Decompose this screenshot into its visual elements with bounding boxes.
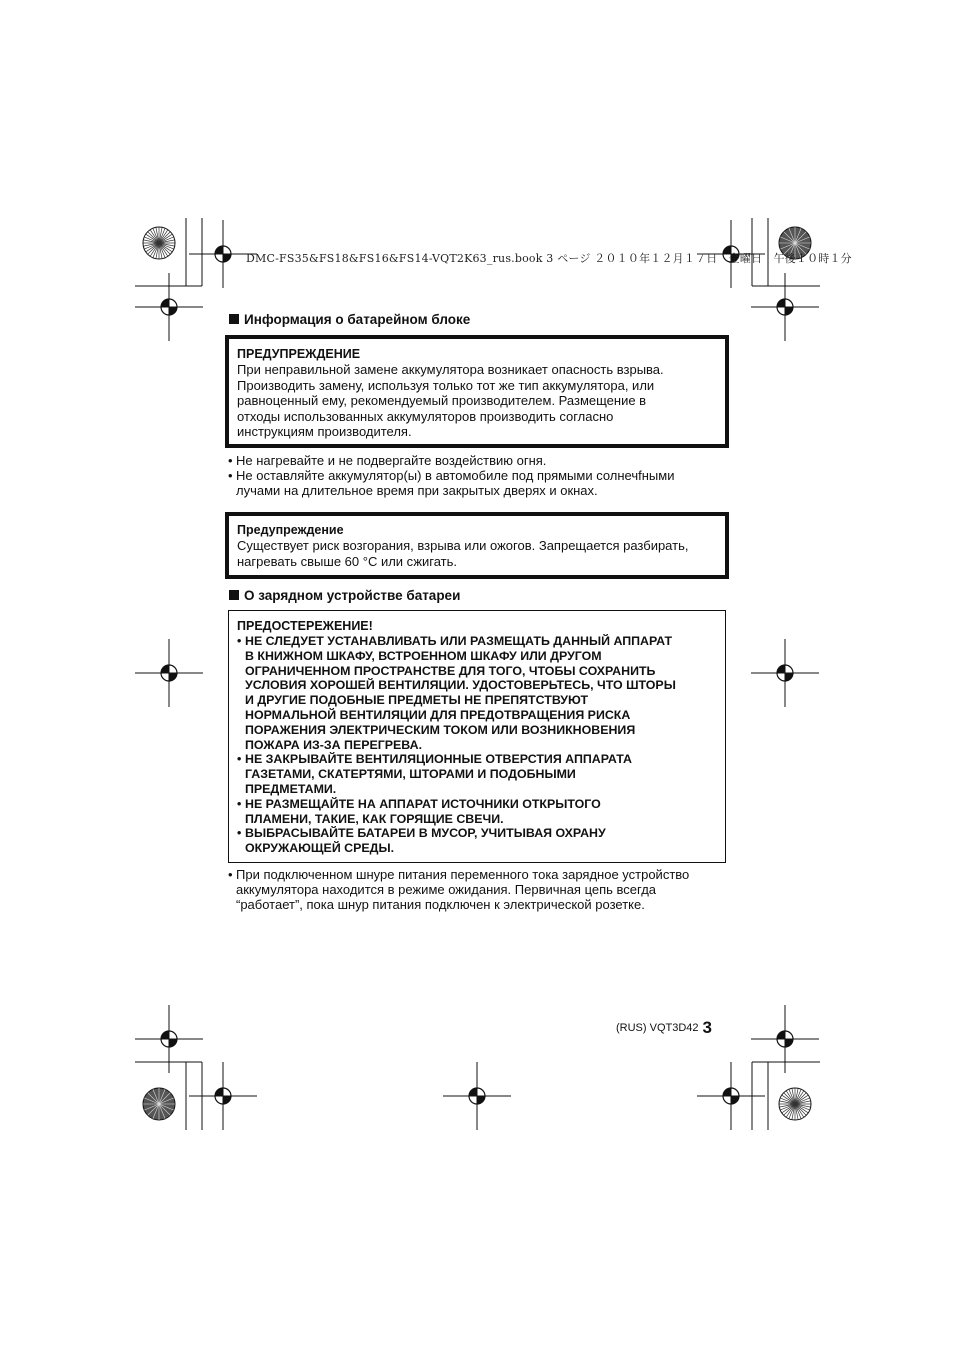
text-line: • Не нагревайте и не подвергайте воздействию огня. [236, 453, 547, 468]
battery-warning-box [225, 335, 729, 448]
text-line: Существует риск возгорания, взрыва или ожогов. Запрещается разбирать, [237, 538, 689, 553]
text-line: нагревать свыше 60 °C или сжигать. [237, 553, 458, 569]
charger-notes-list [228, 867, 728, 913]
text-line: Производить замену, используя только тот же тип аккумулятора, или [237, 377, 655, 393]
list-item [237, 826, 717, 856]
square-bullet-icon [229, 314, 239, 324]
text-line: ГАЗЕТАМИ, СКАТЕРТЯМИ, ШТОРАМИ И ПОДОБНЫМИ [245, 767, 576, 782]
text-line: инструкциям производителя. [237, 424, 412, 440]
text-line: равноценный ему, рекомендуемый производителем. Размещение в [237, 393, 647, 409]
text-line: НОРМАЛЬНОЙ ВЕНТИЛЯЦИИ ДЛЯ ПРЕДОТВРАЩЕНИЯ РИСКА [245, 707, 631, 722]
battery-caution-box [225, 512, 729, 579]
page-footer [616, 1018, 712, 1038]
text-line: • НЕ РАЗМЕЩАЙТЕ НА АППАРАТ ИСТОЧНИКИ ОТКРЫТОГО [245, 796, 601, 811]
charger-info-heading [229, 588, 460, 603]
battery-warning-text [237, 362, 716, 440]
text-line: В КНИЖНОМ ШКАФУ, ВСТРОЕННОМ ШКАФУ ИЛИ ДРУГОМ [245, 648, 602, 663]
book-file-info: DMC-FS35&FS18&FS16&FS14-VQT2K63_rus.book 3 ページ ２０１０年１２月１７日 金曜日 午後１０時１分 [246, 252, 852, 265]
text-line: ПЛАМЕНИ, ТАКИЕ, КАК ГОРЯЩИЕ СВЕЧИ. [245, 811, 504, 826]
text-line: отходы использованных аккумуляторов производить согласно [237, 408, 614, 424]
charger-info-heading-text: О зарядном устройстве батареи [244, 588, 461, 603]
text-line: аккумулятора находится в режиме ожидания. Первичная цепь всегда [236, 882, 657, 898]
list-item [228, 867, 728, 913]
text-line: ОГРАНИЧЕННОМ ПРОСТРАНСТВЕ ДЛЯ ТОГО, ЧТОБЫ СОХРАНИТЬ [245, 663, 656, 678]
text-line: • Не оставляйте аккумулятор(ы) в автомобиле под прямыми солнечfными [236, 468, 675, 484]
battery-notes-list [228, 453, 728, 499]
battery-info-heading [229, 312, 470, 327]
battery-info-heading-text: Информация о батарейном блоке [244, 312, 471, 327]
text-line: • НЕ ЗАКРЫВАЙТЕ ВЕНТИЛЯЦИОННЫЕ ОТВЕРСТИЯ АППАРАТА [245, 752, 632, 767]
text-line: И ДРУГИЕ ПОДОБНЫЕ ПРЕДМЕТЫ НЕ ПРЕПЯТСТВУЮТ [245, 693, 589, 708]
battery-caution-text [237, 538, 716, 569]
list-item [237, 752, 717, 796]
text-line: • При подключенном шнуре питания переменного тока зарядное устройство [236, 867, 690, 882]
text-line: ПОРАЖЕНИЯ ЭЛЕКТРИЧЕСКИМ ТОКОМ ИЛИ ВОЗНИКНОВЕНИЯ [245, 722, 636, 737]
text-line: • ВЫБРАСЫВАЙТЕ БАТАРЕИ В МУСОР, УЧИТЫВАЯ ОХРАНУ [245, 826, 606, 841]
text-line: При неправильной замене аккумулятора возникает опасность взрыва. [237, 362, 664, 377]
list-item [228, 468, 728, 498]
charger-caution-box [228, 610, 726, 863]
text-line: ПРЕДМЕТАМИ. [245, 781, 337, 796]
text-line: • НЕ СЛЕДУЕТ УСТАНАВЛИВАТЬ ИЛИ РАЗМЕЩАТЬ ДАННЫЙ АППАРАТ [245, 634, 673, 648]
battery-caution-title: Предупреждение [237, 523, 344, 537]
text-line: ПОЖАРА ИЗ-ЗА ПЕРЕГРЕВА. [245, 737, 423, 752]
document-code: (RUS) VQT3D42 [616, 1022, 699, 1034]
list-item [237, 634, 717, 752]
list-item [237, 797, 717, 827]
charger-caution-title: ПРЕДОСТЕРЕЖЕНИЕ! [237, 619, 373, 633]
text-line: лучами на длительное время при закрытых дверях и окнах. [236, 483, 598, 499]
battery-warning-title: ПРЕДУПРЕЖДЕНИЕ [237, 347, 361, 361]
list-item [228, 453, 728, 468]
page-number: 3 [702, 1018, 712, 1037]
text-line: УСЛОВИЯ ХОРОШЕЙ ВЕНТИЛЯЦИИ. УДОСТОВЕРЬТЕСЬ, ЧТО ШТОРЫ [245, 678, 676, 693]
text-line: ОКРУЖАЮЩЕЙ СРЕДЫ. [245, 841, 395, 856]
charger-caution-list [237, 634, 717, 856]
square-bullet-icon [229, 590, 239, 600]
text-line: “работает”, пока шнур питания подключен к электрической розетке. [236, 897, 645, 913]
